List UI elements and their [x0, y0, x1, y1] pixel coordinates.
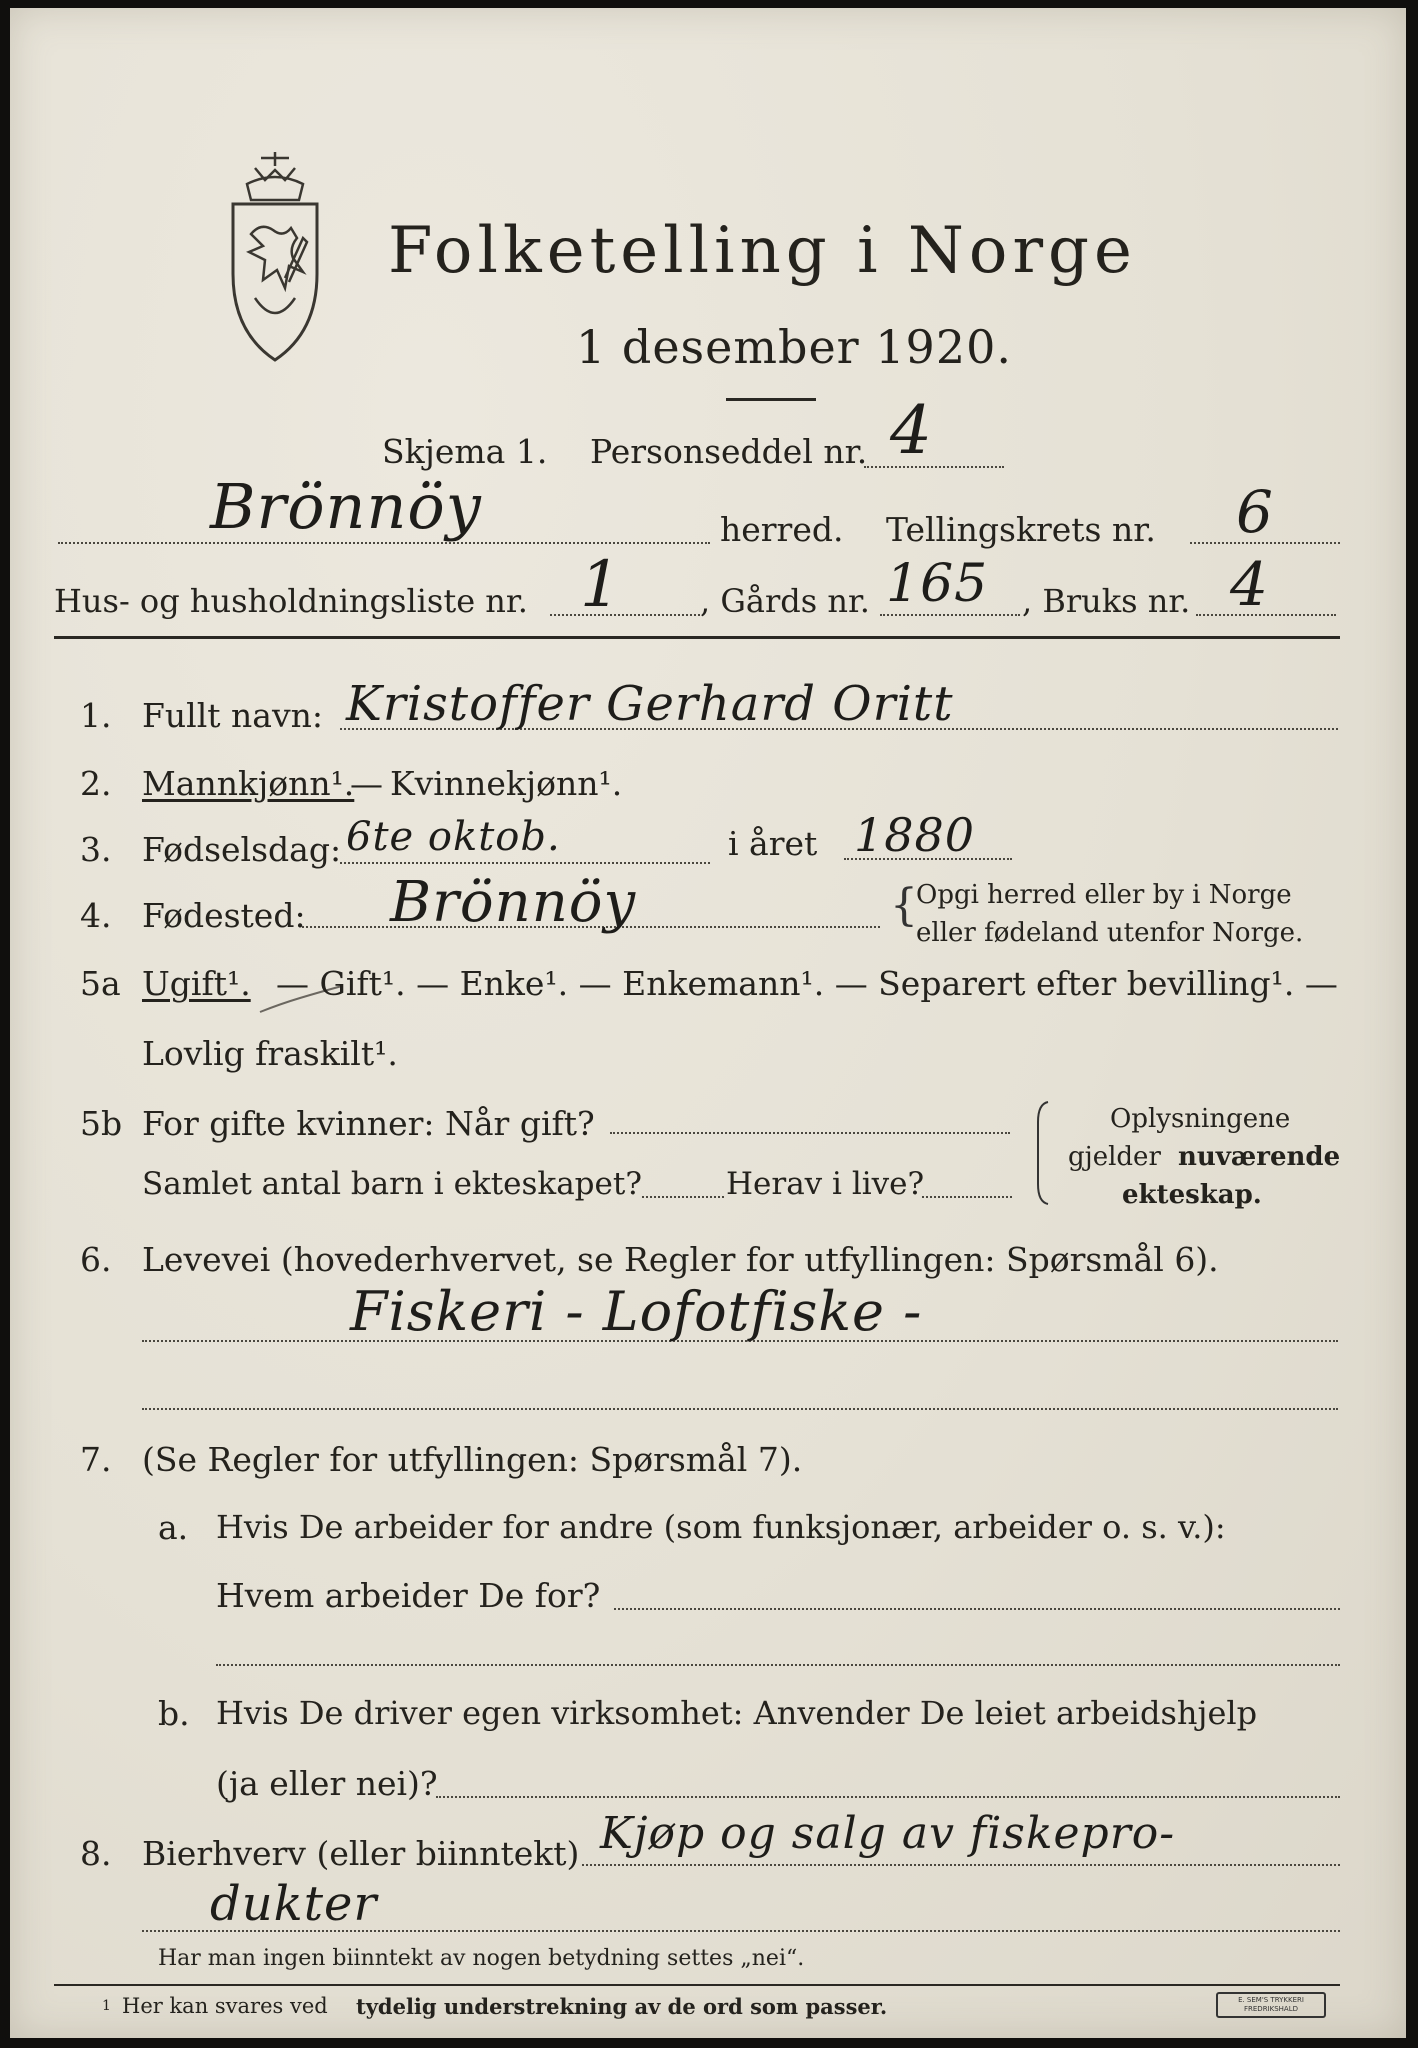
footnote-marker: 1 — [102, 1998, 111, 2014]
children-total-label: Samlet antal barn i ekteskapet? — [142, 1166, 642, 1202]
marriage-note-bracket — [1030, 1098, 1054, 1208]
birthplace-label: Fødested: — [142, 896, 306, 935]
gender-separator: — — [350, 764, 383, 803]
header-divider — [54, 636, 1340, 639]
unmarried-option[interactable]: Ugift¹. — [142, 964, 251, 1003]
census-date: 1 desember 1920. — [576, 320, 1012, 374]
children-alive-line — [922, 1196, 1012, 1198]
q7-number: 7. — [80, 1440, 112, 1479]
birthplace-note-line-1: Opgi herred eller by i Norge — [916, 880, 1292, 910]
marriage-note-line-2a: gjelder — [1068, 1142, 1161, 1172]
marriage-note-line-3: ekteskap. — [1122, 1180, 1262, 1210]
bruks-value[interactable]: 4 — [1230, 550, 1270, 620]
birth-year-value[interactable]: 1880 — [854, 808, 976, 862]
birthday-line — [340, 862, 710, 864]
hired-help-line — [436, 1796, 1340, 1798]
tellingskrets-value[interactable]: 6 — [1236, 478, 1274, 546]
q1-number: 1. — [80, 696, 112, 735]
title-divider — [726, 398, 816, 401]
q8-number: 8. — [80, 1834, 112, 1873]
children-total-line — [642, 1196, 724, 1198]
birthplace-value[interactable]: Brönnöy — [390, 870, 637, 935]
footnote-divider — [54, 1984, 1340, 1986]
hired-help-label: (ja eller nei)? — [216, 1764, 438, 1803]
marriage-note-line-2b: nuværende — [1178, 1142, 1341, 1172]
full-name-label: Fullt navn: — [142, 696, 323, 735]
coat-of-arms-icon — [215, 148, 335, 368]
employer-line-1 — [614, 1608, 1340, 1610]
employer-line-2 — [216, 1664, 1340, 1666]
q5b-number: 5b — [80, 1104, 123, 1143]
marital-options[interactable]: — Gift¹. — Enke¹. — Enkemann¹. — Separert efter bevilling¹. — — [276, 964, 1338, 1003]
printer-stamp-line-1: E. SEM'S TRYKKERI — [1238, 1996, 1304, 2004]
husholdningsliste-value[interactable]: 1 — [580, 548, 622, 622]
birthplace-note-line-2: eller fødeland utenfor Norge. — [916, 918, 1304, 948]
q6-number: 6. — [80, 1240, 112, 1279]
personseddel-line — [864, 466, 1004, 468]
herred-value[interactable]: Brönnöy — [210, 470, 482, 543]
side-income-value-line-1[interactable]: Kjøp og salg av fiskepro- — [600, 1808, 1176, 1859]
footnote-text-b: tydelig understrekning av de ord som passer. — [356, 1994, 888, 2019]
tellingskrets-label: Tellingskrets nr. — [886, 510, 1156, 549]
q7a-letter: a. — [158, 1508, 189, 1547]
form-title: Folketelling i Norge — [388, 214, 1137, 288]
side-income-label: Bierhverv (eller biinntekt) — [142, 1834, 580, 1873]
personseddel-label: Personseddel nr. — [590, 432, 868, 471]
q3-number: 3. — [80, 830, 112, 869]
husholdningsliste-label: Hus- og husholdningsliste nr. — [54, 582, 528, 620]
q2-number: 2. — [80, 764, 112, 803]
marriage-note-line-1: Oplysningene — [1110, 1104, 1291, 1134]
birthplace-note-brace: { — [890, 880, 918, 931]
male-option[interactable]: Mannkjønn¹. — [142, 764, 355, 803]
side-income-value-line-2[interactable]: dukter — [210, 1876, 378, 1932]
gards-value[interactable]: 165 — [886, 554, 989, 614]
full-name-value[interactable]: Kristoffer Gerhard Oritt — [346, 676, 954, 732]
employment-heading: (Se Regler for utfyllingen: Spørsmål 7). — [142, 1440, 803, 1479]
gards-label: , Gårds nr. — [700, 582, 870, 620]
works-for-others-label: Hvis De arbeider for andre (som funksjonær, arbeider o. s. v.): — [216, 1508, 1226, 1546]
q5a-number: 5a — [80, 964, 121, 1003]
census-form-sheet — [10, 8, 1406, 2038]
side-income-line-1 — [582, 1864, 1340, 1866]
when-married-label: For gifte kvinner: Når gift? — [142, 1104, 595, 1143]
own-business-label: Hvis De driver egen virksomhet: Anvender De leiet arbeidshjelp — [216, 1694, 1258, 1732]
children-alive-label: Herav i live? — [726, 1166, 925, 1202]
bruks-label: , Bruks nr. — [1022, 582, 1191, 620]
herred-label: herred. — [720, 510, 844, 549]
gards-line — [880, 614, 1020, 616]
when-married-line — [610, 1132, 1010, 1134]
printer-stamp — [1216, 1992, 1326, 2018]
birthday-label: Fødselsdag: — [142, 830, 342, 869]
occupation-value[interactable]: Fiskeri - Lofotfiske - — [350, 1280, 923, 1343]
printer-stamp-line-2: FREDRIKSHALD — [1243, 2005, 1298, 2013]
skjema-label: Skjema 1. — [382, 432, 548, 471]
side-income-note: Har man ingen biinntekt av nogen betydning settes „nei“. — [158, 1946, 805, 1971]
divorced-option[interactable]: Lovlig fraskilt¹. — [142, 1034, 398, 1073]
q7b-letter: b. — [158, 1694, 190, 1733]
footnote-text-a: Her kan svares ved — [122, 1994, 328, 2018]
birthday-value[interactable]: 6te oktob. — [346, 814, 561, 860]
employer-label: Hvem arbeider De for? — [216, 1576, 601, 1615]
q4-number: 4. — [80, 896, 112, 935]
occupation-line-2 — [142, 1408, 1338, 1410]
husholdningsliste-line — [550, 614, 700, 616]
female-option[interactable]: Kvinnekjønn¹. — [390, 764, 623, 803]
occupation-label: Levevei (hovederhvervet, se Regler for utfyllingen: Spørsmål 6). — [142, 1240, 1219, 1279]
personseddel-value[interactable]: 4 — [890, 392, 933, 469]
birth-year-label: i året — [728, 824, 818, 863]
